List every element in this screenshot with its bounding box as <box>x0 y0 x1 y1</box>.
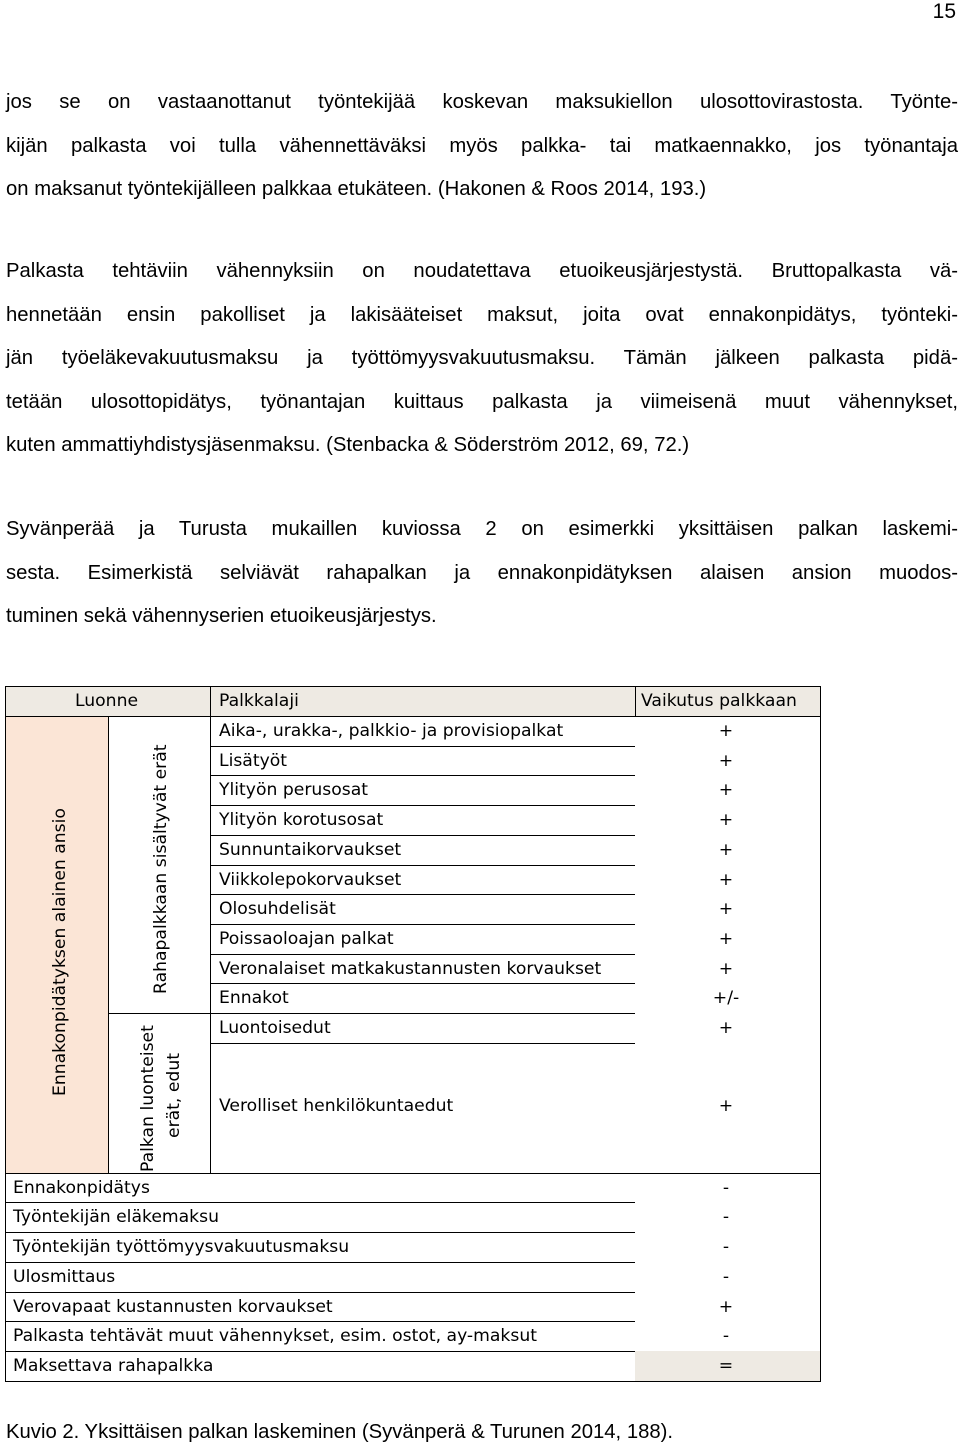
grid-line <box>5 1232 635 1233</box>
deduction-row-sign: - <box>722 1266 730 1287</box>
group-label-outer: Ennakonpidätyksen alainen ansio <box>50 808 70 1096</box>
cash-row-label: Ylityön korotusosat <box>219 810 384 831</box>
deduction-row-label: Palkasta tehtävät muut vähennykset, esim. ostot, ay-maksut <box>13 1326 537 1347</box>
wage-calculation-figure <box>5 686 820 1386</box>
group-label-benefits-line2: erät, edut <box>164 1053 184 1138</box>
cash-row-label: Viikkolepokorvaukset <box>219 869 402 890</box>
grid-line <box>5 686 6 1382</box>
grid-line <box>5 686 820 687</box>
deduction-row-sign: - <box>722 1177 730 1198</box>
deduction-row-sign: - <box>722 1326 730 1347</box>
cash-row-label: Lisätyöt <box>219 750 288 771</box>
paragraph-line: kuten ammattiyhdistysjäsenmaksu. (Stenbacka & Söderström 2012, 69, 72.) <box>6 434 690 456</box>
benefit-row-label: Luontoisedut <box>219 1018 331 1038</box>
cash-row-label: Sunnuntaikorvaukset <box>219 839 402 860</box>
header-wage-type: Palkkalaji <box>219 691 299 711</box>
grid-line <box>5 1173 820 1174</box>
grid-line <box>210 865 635 866</box>
deduction-row-label: Ulosmittaus <box>13 1266 116 1287</box>
grid-line <box>5 1321 635 1322</box>
cash-row-sign: + <box>718 750 734 771</box>
cash-row-sign: + <box>718 928 734 949</box>
grid-line <box>5 1262 635 1263</box>
grid-line <box>210 775 635 776</box>
grid-line <box>210 983 635 984</box>
deduction-row-label: Työntekijän työttömyysvakuutusmaksu <box>13 1237 350 1258</box>
benefit-row-sign: + <box>718 1095 734 1116</box>
grid-line <box>210 835 635 836</box>
paragraph-line: jos se on vastaanottanut työntekijää koskevan maksukiellon ulosottovirastosta. Työnte- <box>6 91 958 113</box>
grid-line <box>635 686 636 716</box>
deduction-row-sign: = <box>718 1355 734 1376</box>
paragraph-line: jän työeläkevakuutusmaksu ja työttömyysvakuutusmaksu. Tämän jälkeen palkasta pidä- <box>6 347 958 369</box>
paragraph-2 <box>6 250 958 468</box>
paragraph-line: Syvänperää ja Turusta mukaillen kuviossa 2 on esimerkki yksittäisen palkan laskemi- <box>6 518 958 540</box>
figure-caption: Kuvio 2. Yksittäisen palkan laskeminen (Syvänperä & Turunen 2014, 188). <box>6 1421 674 1443</box>
grid-line <box>5 1351 635 1352</box>
paragraph-line: sesta. Esimerkistä selviävät rahapalkan ja ennakonpidätyksen alaisen ansion muodos- <box>6 561 958 584</box>
cash-row-sign: + <box>718 869 734 890</box>
grid-line <box>210 954 635 955</box>
group-label-cash-wage: Rahapalkkaan sisältyvät erät <box>151 744 171 994</box>
paragraph-line: tuminen sekä vähennyserien etuoikeusjärjestys. <box>6 605 437 627</box>
grid-line <box>210 1013 635 1014</box>
deduction-row-sign: - <box>722 1237 730 1258</box>
paragraph-3 <box>6 508 958 639</box>
cash-row-sign: + <box>718 899 734 920</box>
paragraph-line: kijän palkasta voi tulla vähennettäväksi myös palkka- tai matkaennakko, jos työnantaja <box>6 134 958 157</box>
deduction-row-label: Maksettava rahapalkka <box>13 1355 214 1376</box>
benefit-row-sign: + <box>718 1018 734 1038</box>
header-nature: Luonne <box>75 691 139 711</box>
cash-row-sign: + <box>718 958 734 979</box>
grid-line <box>820 686 821 1382</box>
grid-line <box>108 716 109 1173</box>
cash-row-sign: + <box>718 780 734 801</box>
cash-row-label: Veronalaiset matkakustannusten korvaukset <box>219 958 602 979</box>
grid-line <box>210 894 635 895</box>
cash-row-label: Ennakot <box>219 988 289 1009</box>
paragraph-line: on maksanut työntekijälleen palkkaa etukäteen. (Hakonen & Roos 2014, 193.) <box>6 178 707 200</box>
deduction-row-label: Verovapaat kustannusten korvaukset <box>13 1296 333 1317</box>
deduction-row-sign: + <box>718 1296 734 1317</box>
grid-line <box>210 1043 635 1044</box>
grid-line <box>5 716 820 717</box>
cash-row-label: Olosuhdelisät <box>219 899 336 920</box>
cash-row-label: Aika-, urakka-, palkkio- ja provisiopalkat <box>219 721 564 741</box>
deduction-row-sign: - <box>722 1207 730 1228</box>
benefit-row-label: Verolliset henkilökuntaedut <box>219 1095 454 1116</box>
grid-line <box>210 805 635 806</box>
header-effect: Vaikutus palkkaan <box>641 691 797 711</box>
grid-line <box>210 686 211 1173</box>
paragraph-line: Palkasta tehtäviin vähennyksiin on noudatettava etuoikeusjärjestystä. Bruttopalkasta vä- <box>6 260 958 282</box>
paragraph-line: hennetään ensin pakolliset ja lakisääteiset maksut, joita ovat ennakonpidätys, työnteki- <box>6 303 958 326</box>
paragraph-1 <box>6 81 958 212</box>
grid-line <box>5 1292 635 1293</box>
grid-line <box>210 746 635 747</box>
deduction-row-label: Ennakonpidätys <box>13 1177 150 1198</box>
grid-line <box>108 1013 210 1014</box>
deduction-row-label: Työntekijän eläkemaksu <box>13 1207 219 1228</box>
cash-row-label: Ylityön perusosat <box>219 780 368 801</box>
paragraph-line: tetään ulosottopidätys, työnantajan kuittaus palkasta ja viimeisenä muut vähennykset, <box>6 390 958 413</box>
cash-row-sign: + <box>718 810 734 831</box>
grid-line <box>5 1202 635 1203</box>
cash-row-sign: +/- <box>712 988 740 1009</box>
page-number: 15 <box>932 0 956 23</box>
cash-row-label: Poissaoloajan palkat <box>219 928 394 949</box>
cash-row-sign: + <box>718 721 734 741</box>
grid-line <box>210 924 635 925</box>
cash-row-sign: + <box>718 839 734 860</box>
group-label-benefits-line1: Palkan luonteiset <box>138 1025 158 1172</box>
grid-line <box>5 1381 820 1382</box>
